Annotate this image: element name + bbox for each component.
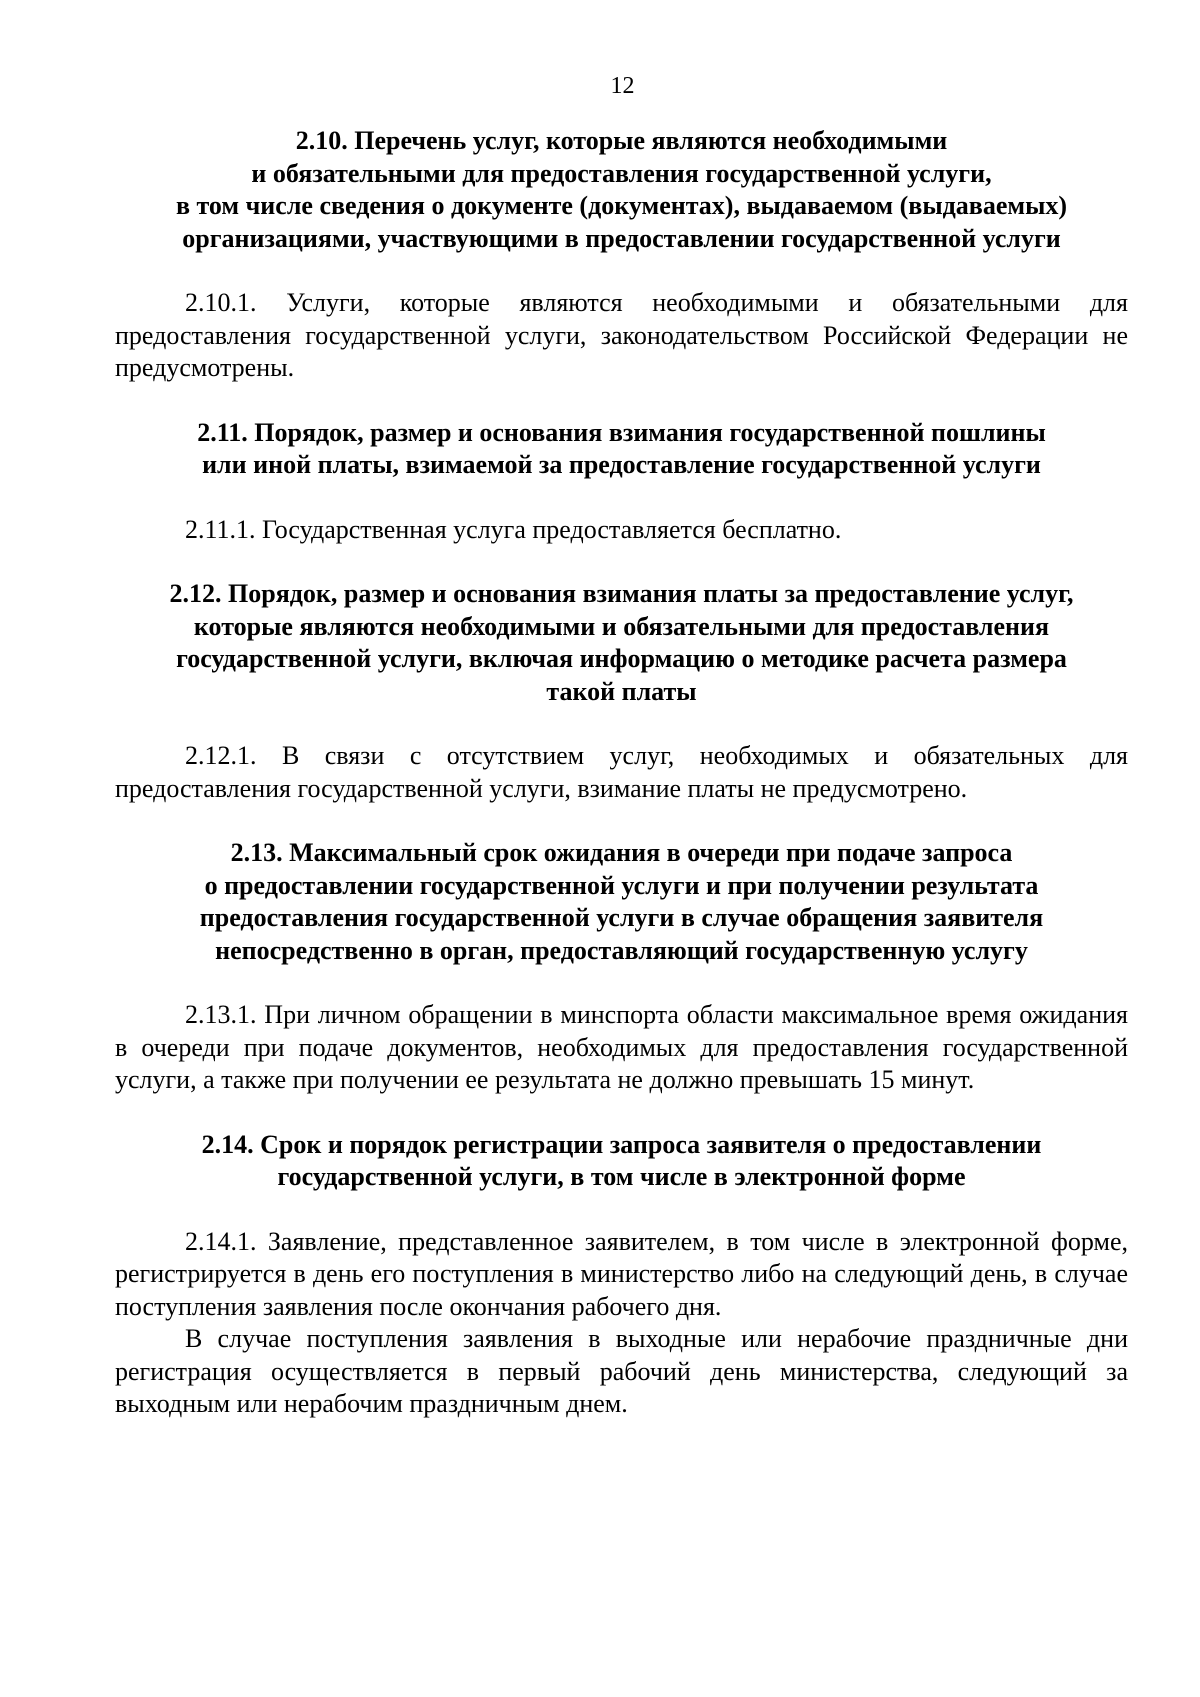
document-body	[115, 125, 1128, 1421]
section-heading-2-12	[115, 578, 1128, 708]
heading-line: о предоставлении государственной услуги и при получении результата	[204, 870, 1039, 900]
heading-line: такой платы	[546, 676, 697, 706]
heading-line: 2.14. Срок и порядок регистрации запроса заявителя о предоставлении	[201, 1129, 1042, 1159]
heading-line: которые являются необходимыми и обязательными для предоставления	[193, 611, 1050, 641]
heading-line: 2.13. Максимальный срок ожидания в очереди при подаче запроса	[230, 838, 1013, 867]
heading-line: непосредственно в орган, предоставляющий государственную услугу	[215, 935, 1028, 965]
heading-line: 2.10. Перечень услуг, которые являются необходимыми	[295, 126, 948, 155]
heading-line: 2.12. Порядок, размер и основания взимания платы за предоставление услуг,	[169, 579, 1074, 608]
heading-line: государственной услуги, включая информацию о методике расчета размера	[176, 644, 1067, 673]
paragraph-2-11-1: 2.11.1. Государственная услуга предоставляется бесплатно.	[185, 514, 842, 544]
section-heading-2-11	[115, 417, 1128, 482]
paragraph-2-13-1: 2.13.1. При личном обращении в минспорта области максимальное время ожидания в очереди при подаче документов, необходимых для предоставления государственной услуги, а также при получении ее результата не должно превышать 15 минут.	[115, 1000, 1128, 1094]
paragraph-2-14-1: 2.14.1. Заявление, представленное заявителем, в том числе в электронной форме, регистрируется в день его поступления в министерство либо на следующий день, в случае поступления заявления после окончания рабочего дня.	[115, 1226, 1128, 1321]
heading-line: предоставления государственной услуги в случае обращения заявителя	[199, 903, 1044, 932]
paragraph-2-10-1: 2.10.1. Услуги, которые являются необходимыми и обязательными для предоставления государственной услуги, законодательством Российской Федерации не предусмотрены.	[115, 288, 1128, 382]
heading-line: организациями, участвующими в предоставлении государственной услуги	[182, 223, 1061, 253]
section-heading-2-14	[115, 1129, 1128, 1194]
page-number: 12	[610, 73, 635, 99]
section-heading-2-13	[115, 837, 1128, 967]
section-heading-2-10	[115, 125, 1128, 255]
heading-line: и обязательными для предоставления государственной услуги,	[251, 158, 992, 188]
heading-line: государственной услуги, в том числе в электронной форме	[277, 1162, 966, 1191]
heading-line: в том числе сведения о документе (документах), выдаваемом (выдаваемых)	[175, 191, 1068, 220]
paragraph-2-14-2: В случае поступления заявления в выходные или нерабочие праздничные дни регистрация осуществляется в первый рабочий день министерства, следующий за выходным или нерабочим праздничным днем.	[115, 1324, 1128, 1418]
paragraph-2-12-1: 2.12.1. В связи с отсутствием услуг, необходимых и обязательных для предоставления государственной услуги, взимание платы не предусмотрено.	[115, 741, 1128, 803]
heading-line: 2.11. Порядок, размер и основания взимания государственной пошлины	[197, 417, 1046, 447]
heading-line: или иной платы, взимаемой за предоставление государственной услуги	[202, 450, 1041, 479]
